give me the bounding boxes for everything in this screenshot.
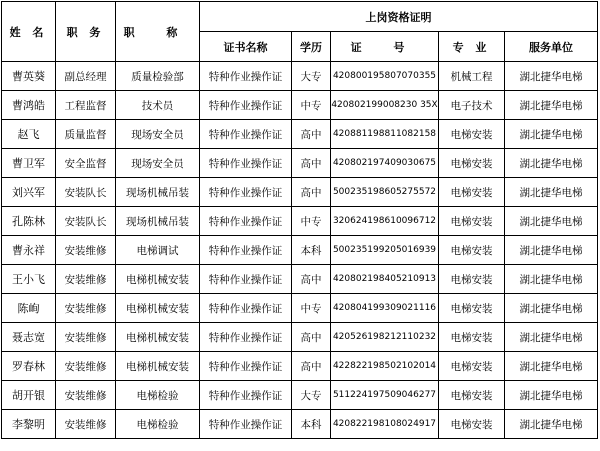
table-row <box>2 120 598 149</box>
cell-major: 电梯安装 <box>439 149 505 178</box>
table-row <box>2 207 598 236</box>
cell-education: 高中 <box>292 149 331 178</box>
cell-id-number: 420800195807070355 <box>331 62 439 91</box>
cell-cert-name: 特种作业操作证 <box>200 91 292 120</box>
cell-major: 电梯安装 <box>439 352 505 381</box>
cell-major: 电梯安装 <box>439 207 505 236</box>
header-position: 职 务 <box>56 2 116 62</box>
cell-title: 电梯机械安装 <box>116 323 200 352</box>
header-name: 姓 名 <box>2 2 56 62</box>
cell-cert-name: 特种作业操作证 <box>200 62 292 91</box>
cell-name: 曹英葵 <box>2 62 56 91</box>
cell-position: 质量监督 <box>56 120 116 149</box>
cell-id-number: 500235198605275572 <box>331 178 439 207</box>
cell-name: 聂志宽 <box>2 323 56 352</box>
cell-employer: 湖北捷华电梯 <box>505 294 598 323</box>
cell-major: 电梯安装 <box>439 410 505 439</box>
cell-cert-name: 特种作业操作证 <box>200 207 292 236</box>
cell-education: 大专 <box>292 62 331 91</box>
cell-major: 电梯安装 <box>439 265 505 294</box>
cell-education: 本科 <box>292 236 331 265</box>
cell-id-number: 420822198108024917 <box>331 410 439 439</box>
cell-major: 电子技术 <box>439 91 505 120</box>
cell-name: 李黎明 <box>2 410 56 439</box>
cell-education: 高中 <box>292 178 331 207</box>
cell-title: 电梯机械安装 <box>116 294 200 323</box>
cell-employer: 湖北捷华电梯 <box>505 178 598 207</box>
cell-title: 现场机械吊装 <box>116 178 200 207</box>
header-id-number: 证 号 <box>331 32 439 62</box>
cell-id-number: 420804199309021116 <box>331 294 439 323</box>
cell-cert-name: 特种作业操作证 <box>200 381 292 410</box>
cell-employer: 湖北捷华电梯 <box>505 381 598 410</box>
table-row <box>2 62 598 91</box>
table-row <box>2 236 598 265</box>
cell-name: 陈峋 <box>2 294 56 323</box>
cell-major: 电梯安装 <box>439 120 505 149</box>
cell-name: 刘兴军 <box>2 178 56 207</box>
cell-cert-name: 特种作业操作证 <box>200 265 292 294</box>
table-row <box>2 410 598 439</box>
cell-position: 安装队长 <box>56 178 116 207</box>
cell-name: 胡开银 <box>2 381 56 410</box>
cell-major: 电梯安装 <box>439 178 505 207</box>
cell-cert-name: 特种作业操作证 <box>200 352 292 381</box>
cell-title: 技术员 <box>116 91 200 120</box>
cell-employer: 湖北捷华电梯 <box>505 410 598 439</box>
cell-employer: 湖北捷华电梯 <box>505 62 598 91</box>
cell-employer: 湖北捷华电梯 <box>505 236 598 265</box>
cell-employer: 湖北捷华电梯 <box>505 207 598 236</box>
cell-id-number: 420802197409030675 <box>331 149 439 178</box>
cell-id-number: 420802199008230 35X <box>331 91 439 120</box>
cell-position: 安装维修 <box>56 236 116 265</box>
header-title: 职 称 <box>116 2 200 62</box>
cell-education: 高中 <box>292 323 331 352</box>
cell-employer: 湖北捷华电梯 <box>505 91 598 120</box>
cell-education: 中专 <box>292 207 331 236</box>
cell-position: 安装维修 <box>56 323 116 352</box>
cell-education: 高中 <box>292 120 331 149</box>
cell-position: 安装队长 <box>56 207 116 236</box>
cell-education: 中专 <box>292 91 331 120</box>
cell-cert-name: 特种作业操作证 <box>200 120 292 149</box>
cell-employer: 湖北捷华电梯 <box>505 265 598 294</box>
cell-name: 曹鸿皓 <box>2 91 56 120</box>
cell-title: 电梯检验 <box>116 410 200 439</box>
header-employer: 服务单位 <box>505 32 598 62</box>
cell-position: 副总经理 <box>56 62 116 91</box>
cell-position: 安装维修 <box>56 294 116 323</box>
table-header <box>2 2 598 62</box>
table-row <box>2 352 598 381</box>
cell-cert-name: 特种作业操作证 <box>200 149 292 178</box>
cell-name: 罗春林 <box>2 352 56 381</box>
cell-title: 质量检验部 <box>116 62 200 91</box>
table-body <box>2 62 598 439</box>
cell-employer: 湖北捷华电梯 <box>505 120 598 149</box>
cell-id-number: 420802198405210913 <box>331 265 439 294</box>
cell-name: 曹卫军 <box>2 149 56 178</box>
cell-id-number: 422822198502102014 <box>331 352 439 381</box>
cell-title: 现场安全员 <box>116 120 200 149</box>
cell-id-number: 420881198811082158 <box>331 120 439 149</box>
cell-cert-name: 特种作业操作证 <box>200 294 292 323</box>
cell-position: 安装维修 <box>56 410 116 439</box>
cell-education: 本科 <box>292 410 331 439</box>
cell-cert-name: 特种作业操作证 <box>200 178 292 207</box>
cell-id-number: 320624198610096712 <box>331 207 439 236</box>
cell-major: 电梯安装 <box>439 381 505 410</box>
cell-position: 安装维修 <box>56 381 116 410</box>
header-group-certification: 上岗资格证明 <box>200 2 598 32</box>
cell-name: 赵飞 <box>2 120 56 149</box>
cell-employer: 湖北捷华电梯 <box>505 352 598 381</box>
header-cert-name: 证书名称 <box>200 32 292 62</box>
cell-employer: 湖北捷华电梯 <box>505 323 598 352</box>
table-row <box>2 265 598 294</box>
cell-title: 电梯机械安装 <box>116 265 200 294</box>
cell-id-number: 420526198212110232 <box>331 323 439 352</box>
cell-title: 电梯检验 <box>116 381 200 410</box>
table-row <box>2 381 598 410</box>
table-row <box>2 149 598 178</box>
cell-education: 大专 <box>292 381 331 410</box>
cell-major: 机械工程 <box>439 62 505 91</box>
table-row <box>2 294 598 323</box>
header-education: 学历 <box>292 32 331 62</box>
cell-title: 电梯机械安装 <box>116 352 200 381</box>
cell-title: 现场机械吊装 <box>116 207 200 236</box>
cell-name: 王小飞 <box>2 265 56 294</box>
cell-id-number: 500235199205016939 <box>331 236 439 265</box>
cell-position: 安装维修 <box>56 265 116 294</box>
cell-major: 电梯安装 <box>439 236 505 265</box>
cell-major: 电梯安装 <box>439 294 505 323</box>
cell-education: 高中 <box>292 265 331 294</box>
table-row <box>2 323 598 352</box>
cell-employer: 湖北捷华电梯 <box>505 149 598 178</box>
cell-education: 高中 <box>292 352 331 381</box>
cell-cert-name: 特种作业操作证 <box>200 323 292 352</box>
table-row <box>2 91 598 120</box>
table-row <box>2 178 598 207</box>
cell-position: 安全监督 <box>56 149 116 178</box>
cell-position: 工程监督 <box>56 91 116 120</box>
header-major: 专 业 <box>439 32 505 62</box>
cell-id-number: 511224197509046277 <box>331 381 439 410</box>
cell-education: 中专 <box>292 294 331 323</box>
cell-position: 安装维修 <box>56 352 116 381</box>
cell-major: 电梯安装 <box>439 323 505 352</box>
cell-name: 曹永祥 <box>2 236 56 265</box>
cell-cert-name: 特种作业操作证 <box>200 410 292 439</box>
cell-cert-name: 特种作业操作证 <box>200 236 292 265</box>
personnel-table <box>1 1 598 439</box>
cell-title: 电梯调试 <box>116 236 200 265</box>
cell-title: 现场安全员 <box>116 149 200 178</box>
cell-name: 孔陈林 <box>2 207 56 236</box>
